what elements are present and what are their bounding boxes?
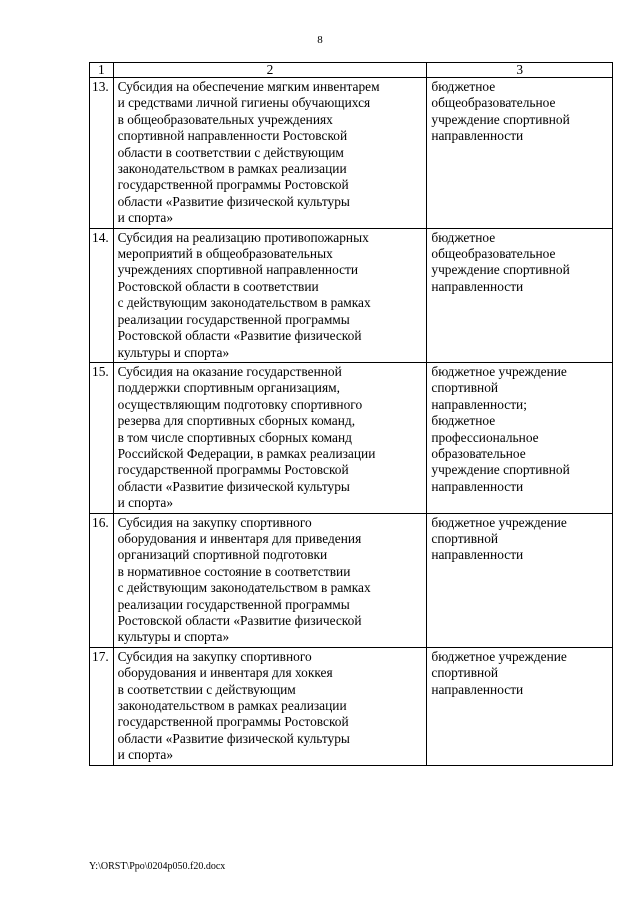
row-number: 14.: [90, 228, 114, 362]
institution-type: [427, 647, 613, 765]
description-line: государственной программы Ростовской: [117, 714, 349, 730]
institution-type-line: образовательное: [431, 445, 526, 461]
institution-type-line: направленности: [431, 128, 524, 144]
institution-type-line: бюджетное учреждение: [431, 648, 567, 664]
institution-type: [427, 513, 613, 647]
description-line: резерва для спортивных сборных команд,: [117, 413, 356, 429]
description-line: оборудования и инвентаря для хоккея: [117, 665, 333, 681]
page-number: 8: [317, 34, 323, 46]
institution-type: [427, 228, 613, 362]
description-line: реализации государственной программы: [117, 596, 350, 612]
institution-type-line: профессиональное: [431, 429, 539, 445]
institution-type-line: бюджетное: [431, 229, 496, 245]
description-line: организаций спортивной подготовки: [117, 547, 328, 563]
institution-type-line: общеобразовательное: [431, 95, 556, 111]
description-line: осуществляющим подготовку спортивного: [117, 396, 363, 412]
description-line: Субсидия на реализацию противопожарных: [117, 229, 369, 245]
description-line: и спорта»: [117, 747, 174, 763]
description-line: Ростовской области «Развитие физической: [117, 328, 362, 344]
subsidy-description: [113, 228, 427, 362]
institution-type-line: направленности: [431, 547, 524, 563]
institution-type-line: учреждение спортивной: [431, 111, 570, 127]
description-line: Субсидия на закупку спортивного: [117, 648, 312, 664]
description-line: Российской Федерации, в рамках реализации: [117, 445, 376, 461]
description-line: с действующим законодательством в рамках: [117, 295, 371, 311]
institution-type-line: общеобразовательное: [431, 246, 556, 262]
description-line: в общеобразовательных учреждениях: [117, 111, 333, 127]
description-line: в соответствии с действующим: [117, 681, 296, 697]
description-line: поддержки спортивным организациям,: [117, 380, 340, 396]
description-line: учреждениях спортивной направленности: [117, 262, 359, 278]
description-line: культуры и спорта»: [117, 629, 230, 645]
institution-type-line: учреждение спортивной: [431, 262, 570, 278]
table-row: [90, 362, 613, 513]
subsidy-description: [113, 647, 427, 765]
description-line: государственной программы Ростовской: [117, 462, 349, 478]
institution-type: [427, 362, 613, 513]
table-row: [90, 513, 613, 647]
description-line: культуры и спорта»: [117, 344, 230, 360]
table-row: [90, 647, 613, 765]
table-row: [90, 78, 613, 229]
description-line: Субсидия на обеспечение мягким инвентарем: [117, 79, 380, 94]
table-header-row: [90, 63, 613, 78]
description-line: законодательством в рамках реализации: [117, 698, 347, 714]
institution-type-line: бюджетное учреждение: [431, 363, 567, 379]
institution-type-line: спортивной: [431, 665, 499, 681]
description-line: и спорта»: [117, 495, 174, 511]
institution-type-line: направленности: [431, 681, 524, 697]
column-header-2: 2: [113, 63, 427, 78]
institution-type-line: направленности;: [431, 396, 527, 412]
institution-type-line: направленности: [431, 278, 524, 294]
subsidy-description: [113, 362, 427, 513]
institution-type-line: бюджетное: [431, 79, 496, 94]
description-line: Ростовской области «Развитие физической: [117, 613, 362, 628]
institution-type: [427, 78, 613, 229]
description-line: области «Развитие физической культуры: [117, 478, 350, 494]
description-line: в том числе спортивных сборных команд: [117, 429, 352, 445]
description-line: государственной программы Ростовской: [117, 177, 349, 193]
description-line: Субсидия на оказание государственной: [117, 363, 342, 379]
description-line: области «Развитие физической культуры: [117, 193, 350, 209]
description-line: Ростовской области в соответствии: [117, 278, 319, 294]
institution-type-line: бюджетное: [431, 413, 496, 429]
table-row: [90, 228, 613, 362]
institution-type-line: бюджетное учреждение: [431, 514, 567, 530]
description-line: и средствами личной гигиены обучающихся: [117, 95, 371, 111]
institution-type-line: учреждение спортивной: [431, 462, 570, 478]
file-path-footer: Y:\ORST\Ppo\0204p050.f20.docx: [89, 861, 226, 872]
subsidy-description: [113, 513, 427, 647]
institution-type-line: спортивной: [431, 530, 499, 546]
institution-type-line: направленности: [431, 478, 524, 494]
description-line: Субсидия на закупку спортивного: [117, 514, 312, 530]
row-number: 16.: [90, 513, 114, 647]
description-line: области в соответствии с действующим: [117, 144, 344, 160]
description-line: с действующим законодательством в рамках: [117, 580, 371, 596]
description-line: области «Развитие физической культуры: [117, 730, 350, 746]
subsidy-description: [113, 78, 427, 229]
institution-type-line: спортивной: [431, 380, 499, 396]
row-number: 13.: [90, 78, 114, 229]
description-line: реализации государственной программы: [117, 311, 350, 327]
column-header-1: 1: [90, 63, 114, 78]
description-line: оборудования и инвентаря для приведения: [117, 530, 362, 546]
description-line: законодательством в рамках реализации: [117, 161, 347, 177]
row-number: 15.: [90, 362, 114, 513]
description-line: мероприятий в общеобразовательных: [117, 246, 333, 262]
description-line: и спорта»: [117, 210, 174, 226]
description-line: в нормативное состояние в соответствии: [117, 563, 351, 579]
row-number: 17.: [90, 647, 114, 765]
column-header-3: 3: [427, 63, 613, 78]
description-line: спортивной направленности Ростовской: [117, 128, 348, 144]
subsidy-table: [89, 62, 613, 766]
